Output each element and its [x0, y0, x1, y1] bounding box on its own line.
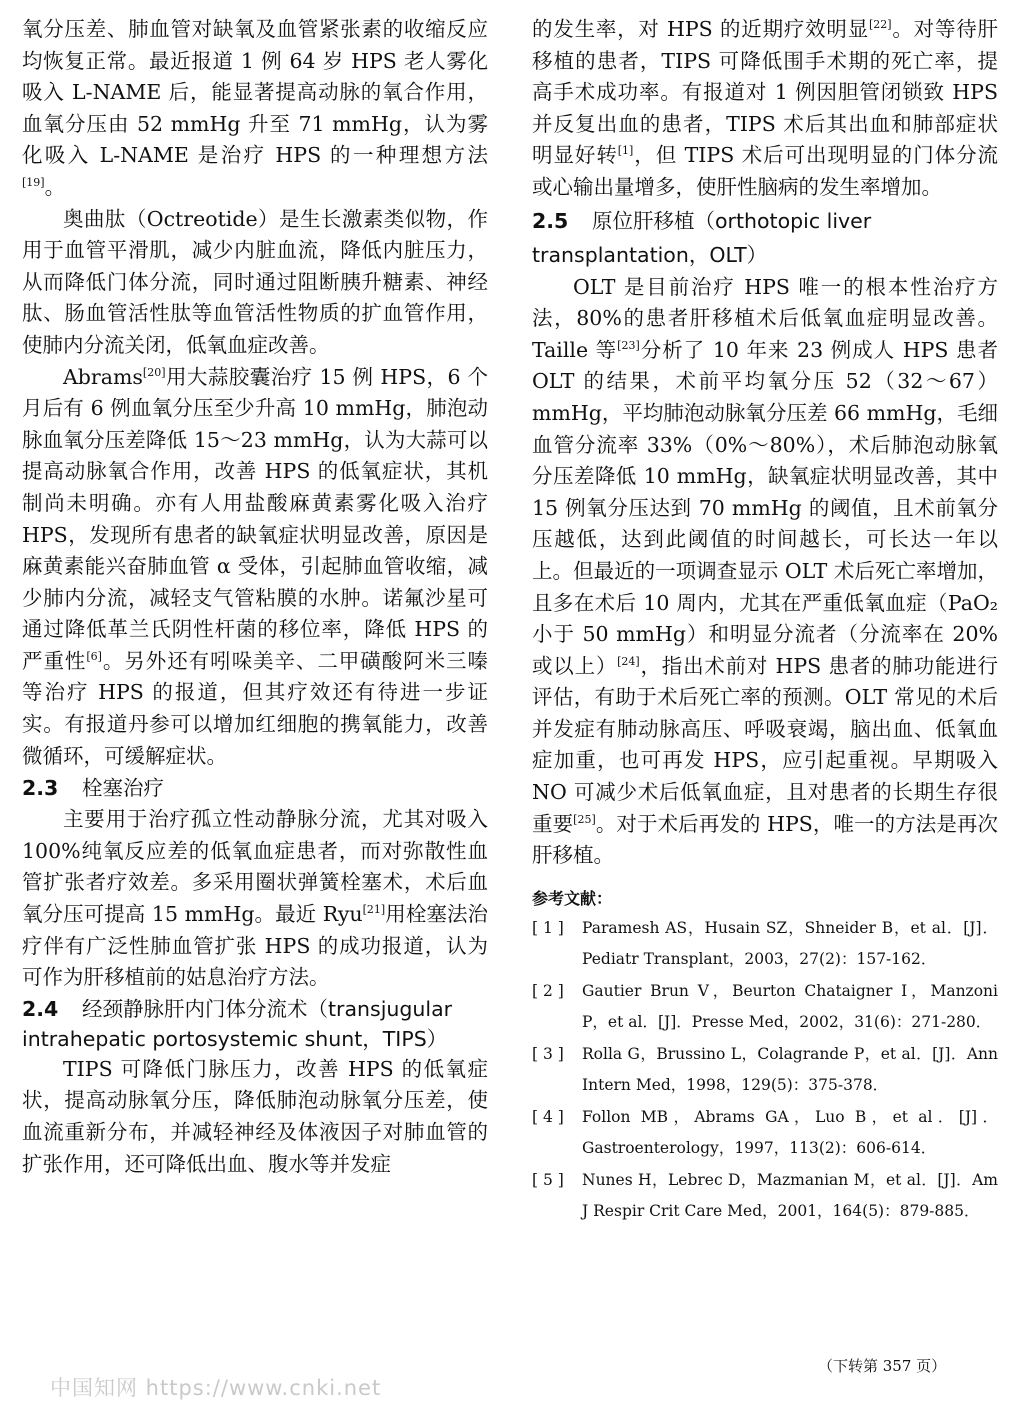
section-heading-2-4 [22, 994, 488, 1054]
continued-on-page-note: （下转第 357 页） [818, 1357, 947, 1375]
references-list [532, 913, 998, 1228]
citation-6[interactable]: [6] [86, 649, 102, 663]
reference-text: Gautier Brun V，Beurton Chataigner I，Manzoni P，et al．[J]．Presse Med，2002，31(6)：271-280． [582, 981, 998, 1032]
reference-item[interactable] [532, 976, 998, 1039]
citation-24[interactable]: [24] [617, 654, 640, 668]
reference-item[interactable] [532, 1102, 998, 1165]
section-number: 2.5 [532, 208, 569, 233]
reference-number: [ 5 ] [532, 1170, 564, 1189]
reference-item[interactable] [532, 1039, 998, 1102]
reference-item[interactable] [532, 913, 998, 976]
section-title: 经颈静脉肝内门体分流术（transjugular intrahepatic portosystemic shunt，TIPS） [22, 996, 453, 1051]
paragraph-embolization: 主要用于治疗孤立性动静脉分流，尤其对吸入 100%纯氧反应差的低氧血症患者，而对弥散性血管扩张者疗效差。多采用圈状弹簧栓塞术，术后血氧分压可提高 15 mmHg。最近 Ryu[21]用栓塞法治疗伴有广泛性肺血管扩张 HPS 的成功报道，认为可作为肝移植前的姑息治疗方法。 [22, 807, 489, 990]
reference-item[interactable] [532, 1165, 998, 1228]
paragraph-tips-continued: 的发生率，对 HPS 的近期疗效明显[22]。对等待肝移植的患者，TIPS 可降低围手术期的死亡率，提高手术成功率。有报道对 1 例因胆管闭锁致 HPS 并反复出血的患者，TIPS 术后其出血和肺部症状明显好转[1]，但 TIPS 术后可出现明显的门体分流或心输出量增多，使肝性脑病的发生率增加。 [532, 17, 999, 199]
paragraph-tips: TIPS 可降低门脉压力，改善 HPS 的低氧症状，提高动脉氧分压，降低肺泡动脉氧分压差，使血流重新分布，并减轻神经及体液因子对肺血管的扩张作用，还可降低出血、腹水等并发症 [22, 1056, 488, 1176]
reference-text: Rolla G，Brussino L，Colagrande P，et al．[J]．Ann Intern Med，1998，129(5)：375-378． [582, 1044, 998, 1095]
reference-text: Nunes H，Lebrec D，Mazmanian M，et al．[J]．Am J Respir Crit Care Med，2001，164(5)：879-885． [582, 1170, 998, 1221]
section-number: 2.3 [22, 776, 59, 801]
section-number: 2.4 [22, 996, 59, 1021]
reference-number: [ 4 ] [532, 1107, 564, 1126]
citation-19[interactable]: [19] [22, 175, 45, 189]
section-heading-2-3 [22, 772, 488, 804]
section-title: 原位肝移植（orthotopic liver transplantation，OLT） [532, 208, 872, 267]
citation-21[interactable]: [21] [362, 903, 386, 917]
citation-23[interactable]: [23] [617, 338, 640, 352]
section-title: 栓塞治疗 [82, 776, 164, 801]
reference-text: Paramesh AS，Husain SZ，Shneider B，et al．[J]．Pediatr Transplant，2003，27(2)：157-162． [582, 918, 998, 969]
paragraph-octreotide: 奥曲肽（Octreotide）是生长激素类似物，作用于血管平滑肌，减少内脏血流，降低内脏压力，从而降低门体分流，同时通过阻断胰升糖素、神经肽、肠血管活性肽等血管活性物质的扩血管作用，使肺内分流关闭，低氧血症改善。 [22, 206, 488, 357]
reference-number: [ 2 ] [532, 981, 564, 1000]
section-heading-2-5 [532, 204, 998, 272]
citation-25[interactable]: [25] [573, 812, 596, 826]
citation-20[interactable]: [20] [142, 365, 166, 379]
paragraph-olt: OLT 是目前治疗 HPS 唯一的根本性治疗方法，80%的患者肝移植术后低氧血症明显改善。Taille 等[23]分析了 10 年来 23 例成人 HPS 患者 OLT 的结果，术前平均氧分压 52（32～67）mmHg，平均肺泡动脉氧分压差 66 mmHg，毛细血管分流率 33%（0%～80%），术后肺泡动脉氧分压差降低 10 mmHg，缺氧症状明显改善，其中 15 例氧分压达到 70 mmHg 的阈值，且术前氧分压越低，达到此阈值的时间越长，可长达一年以上。但最近的一项调查显示 OLT 术后死亡率增加，且多在术后 10 周内，尤其在严重低氧血症（PaO₂ 小于 50 mmHg）和明显分流者（分流率在 20%或以上）[24]，指出术前对 HPS 患者的肺功能进行评估，有助于术后死亡率的预测。OLT 常见的术后并发症有肺动脉高压、呼吸衰竭，脑出血、低氧血症加重，也可再发 HPS，应引起重视。早期吸入 NO 可减少术后低氧血症，且对患者的长期生存很重要[25]。对于术后再发的 HPS，唯一的方法是再次肝移植。 [532, 274, 999, 868]
paragraph-lno-intro: 氧分压差、肺血管对缺氧及血管紧张素的收缩反应均恢复正常。最近报道 1 例 64 岁 HPS 老人雾化吸入 L-NAME 后，能显著提高动脉的氧合作用，血氧分压由 52 mmHg 升至 71 mmHg，认为雾化吸入 L-NAME 是治疗 HPS 的一种理想方法[19]。 [22, 17, 488, 199]
citation-1[interactable]: [1] [617, 144, 634, 158]
cnki-watermark: 中国知网 https://www.cnki.net [50, 1376, 382, 1400]
reference-text: Follon MB，Abrams GA，Luo B，et al．[J]．Gastroenterology，1997，113(2)：606-614． [582, 1107, 998, 1158]
reference-number: [ 1 ] [532, 918, 564, 937]
left-column [22, 14, 488, 1180]
references-heading: 参考文献： [532, 888, 613, 908]
right-column [532, 14, 998, 1228]
paragraph-abrams-garlic: Abrams[20]用大蒜胶囊治疗 15 例 HPS，6 个月后有 6 例血氧分压至少升高 10 mmHg，肺泡动脉血氧分压差降低 15～23 mmHg，认为大蒜可以提高动脉氧合作用，改善 HPS 的低氧症状，其机制尚未明确。亦有人用盐酸麻黄素雾化吸入治疗 HPS，发现所有患者的缺氧症状明显改善，原因是麻黄素能兴奋肺血管 α 受体，引起肺血管收缩，减少肺内分流，减轻支气管粘膜的水肿。诺氟沙星可通过降低革兰氏阴性杆菌的移位率，降低 HPS 的严重性[6]。另外还有吲哚美辛、二甲磺酸阿米三嗪等治疗 HPS 的报道，但其疗效还有待进一步证实。有报道丹参可以增加红细胞的携氧能力，改善微循环，可缓解症状。 [22, 364, 488, 768]
citation-22[interactable]: [22] [869, 18, 892, 31]
reference-number: [ 3 ] [532, 1044, 564, 1063]
